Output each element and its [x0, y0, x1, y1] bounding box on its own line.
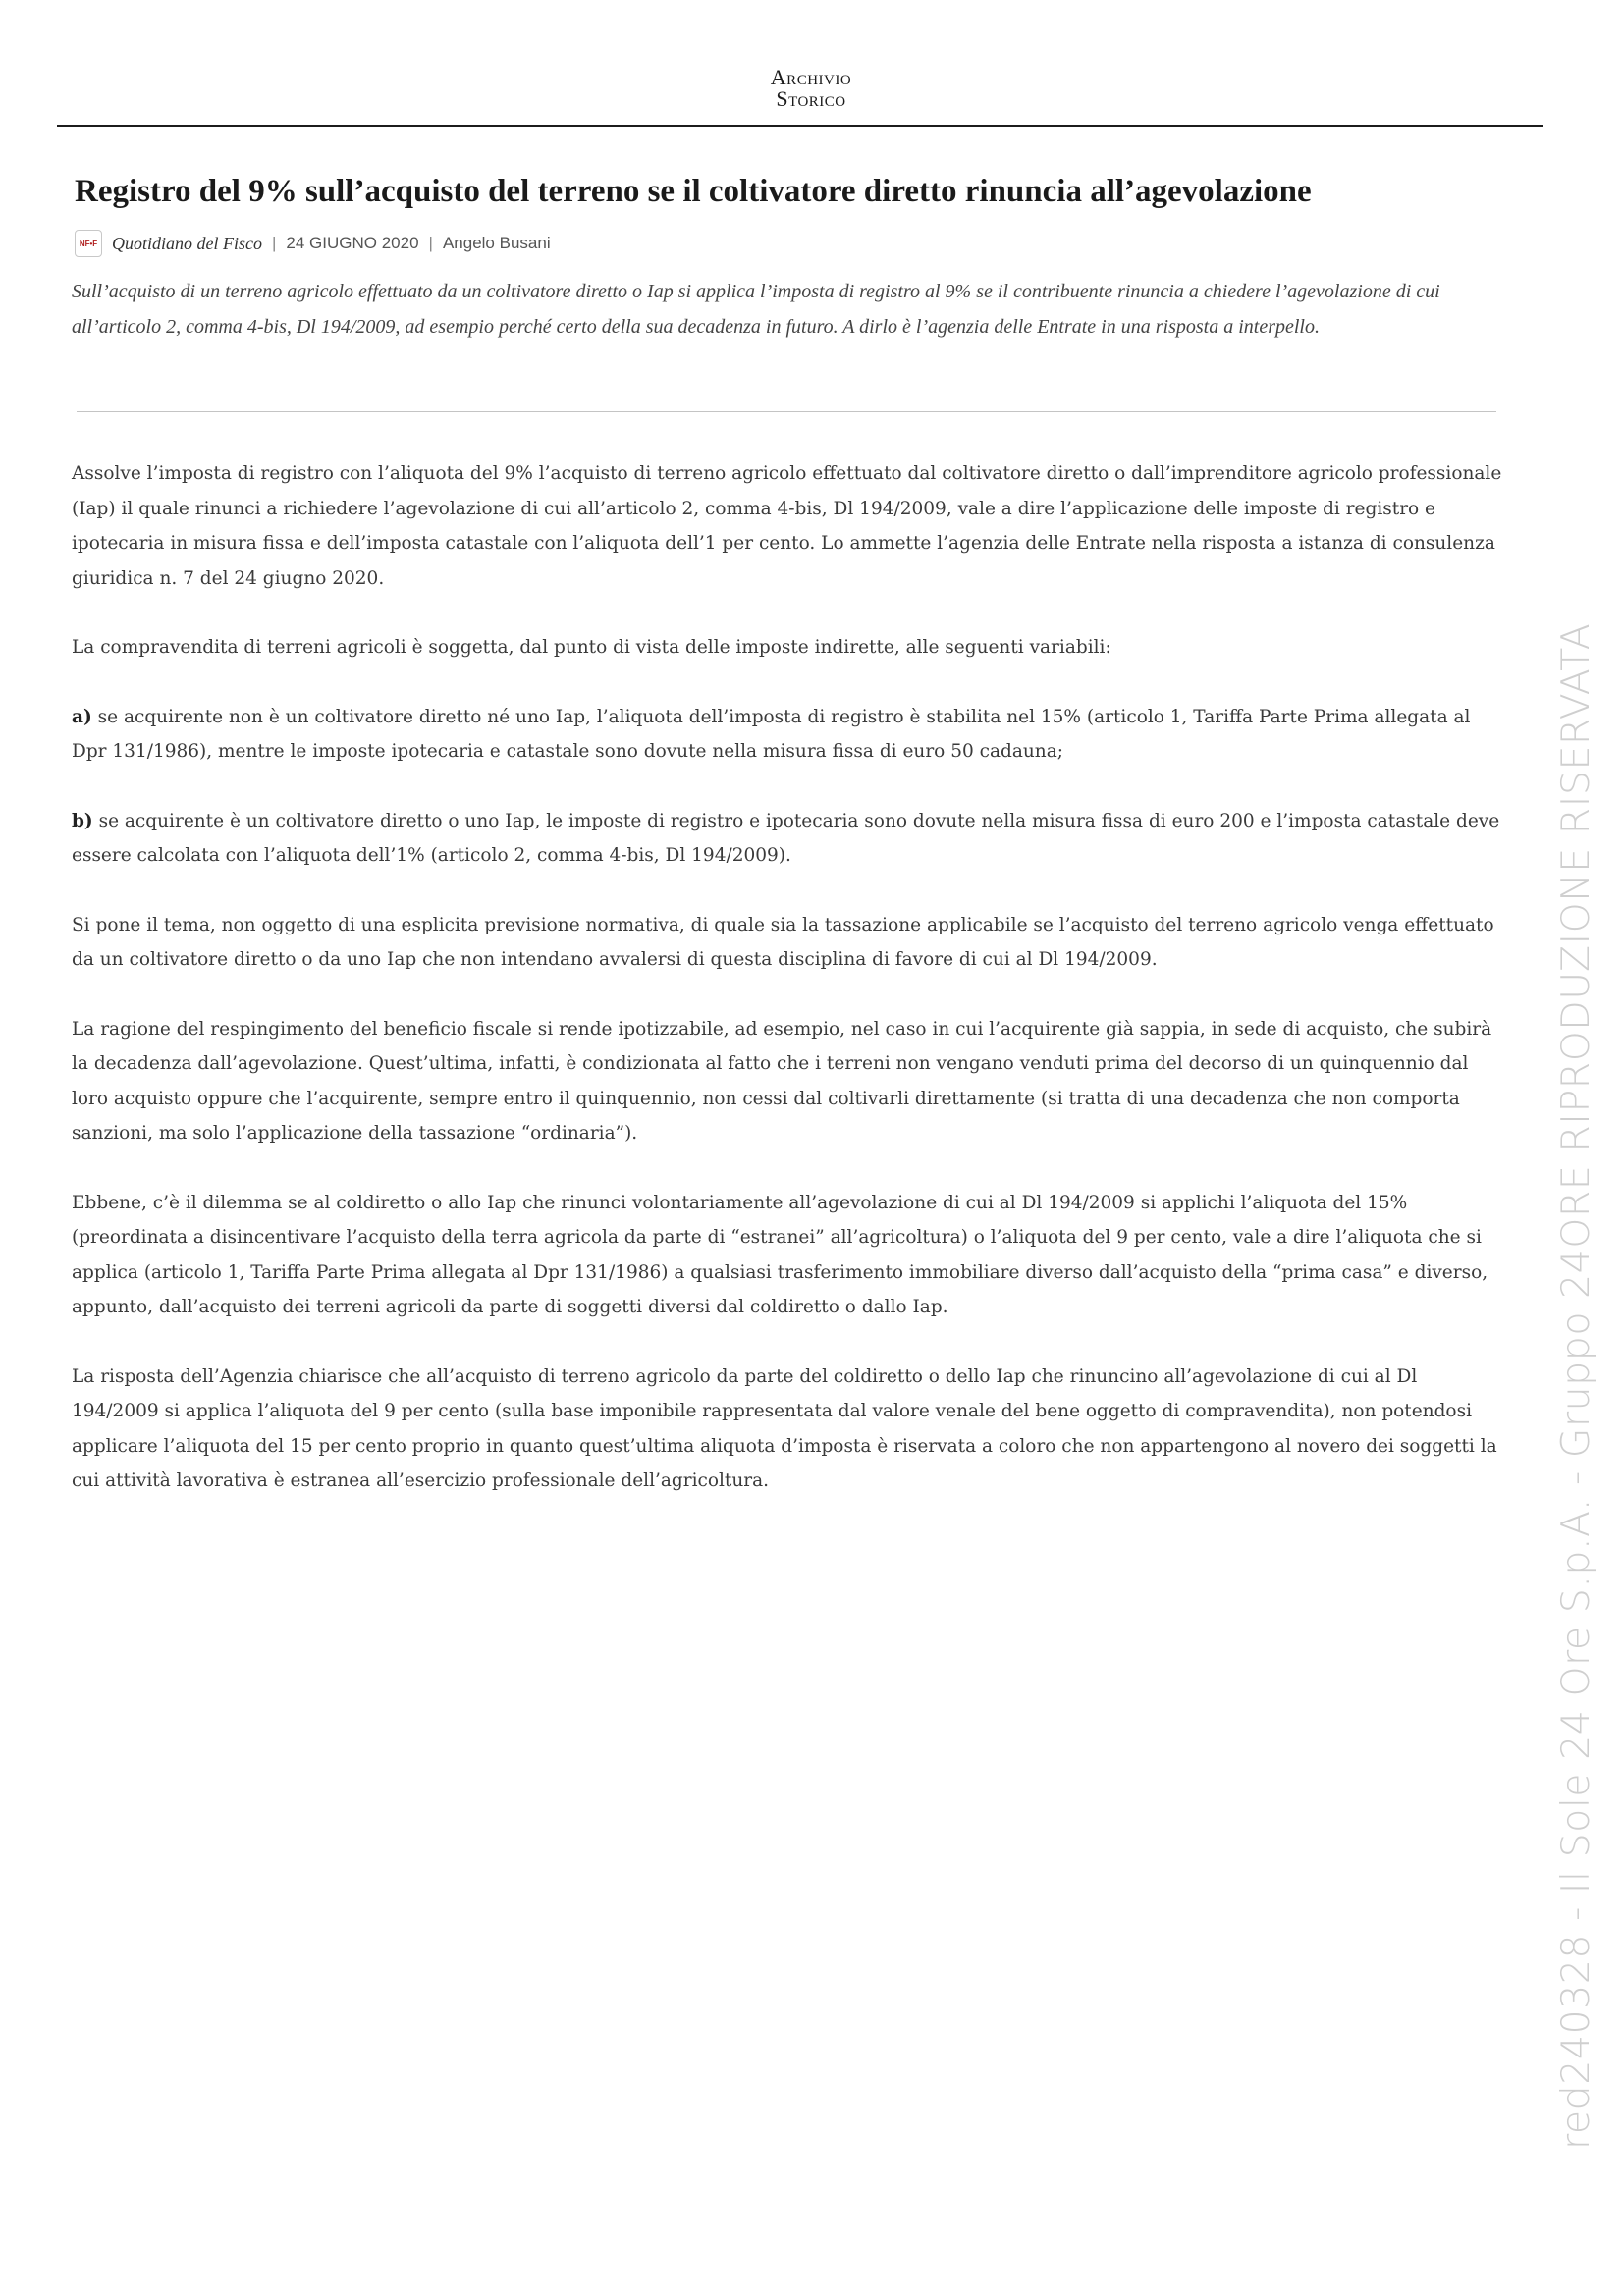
list-label-a: a) [72, 706, 92, 727]
body-paragraph-2: La compravendita di terreni agricoli è soggetta, dal punto di vista delle imposte indirette, alle seguenti variabili: [72, 637, 1111, 658]
article-title: Registro del 9% sull’acquisto del terreno se il coltivatore diretto rinuncia all’agevolazione [75, 174, 1312, 209]
body-paragraph-7: Ebbene, c’è il dilemma se al coldiretto o allo Iap che rinunci volontariamente all’agevolazione di cui al Dl 194/2009 si applichi l’aliquota del 15% (preordinata a disincentivare l’acquisto della terra agricola da parte di “estranei” all’agricoltura) o l’aliquota del 9 per cento, vale a dire l’aliquota che si applica (articolo 1, Tariffa Parte Prima allegata al Dpr 131/1986) a qualsiasi trasferimento immobiliare diverso dall’acquisto della “prima casa” e diverso, appunto, dall’acquisto dei terreni agricoli da parte di soggetti diversi dal coldiretto o dallo Iap. [72, 1192, 1488, 1317]
article-body [72, 456, 1503, 1533]
publication-logo-icon: NF•F [75, 230, 102, 257]
copyright-watermark: red240328 - Il Sole 24 Ore S.p.A. - Gruppo 24ORE RIPRODUZIONE RISERVATA [1553, 622, 1598, 2150]
body-paragraph-5: Si pone il tema, non oggetto di una esplicita previsione normativa, di quale sia la tassazione applicabile se l’acquisto del terreno agricolo venga effettuato da un coltivatore diretto o da uno Iap che non intendano avvalersi di questa disciplina di favore di cui al Dl 194/2009. [72, 914, 1494, 970]
body-paragraph-1: Assolve l’imposta di registro con l’aliquota del 9% l’acquisto di terreno agricolo effettuato dal coltivatore diretto o dall’imprenditore agricolo professionale (Iap) il quale rinunci a richiedere l’agevolazione di cui all’articolo 2, comma 4-bis, Dl 194/2009, vale a dire l’applicazione delle imposte di registro e ipotecaria in misura fissa e dell’imposta catastale con l’aliquota dell’1 per cento. Lo ammette l’agenzia delle Entrate nella risposta a istanza di consulenza giuridica n. 7 del 24 giugno 2020. [72, 463, 1502, 589]
list-label-b: b) [72, 810, 93, 831]
article-date: 24 GIUGNO 2020 [286, 234, 419, 252]
body-paragraph-4 [72, 804, 1503, 874]
list-text-b: se acquirente è un coltivatore diretto o uno Iap, le imposte di registro e ipotecaria sono dovute nella misura fissa di euro 200 e l’imposta catastale deve essere calcolata con l’aliquota dell’1% (articolo 2, comma 4-bis, Dl 194/2009). [72, 810, 1500, 866]
list-text-a: se acquirente non è un coltivatore diretto né uno Iap, l’aliquota dell’imposta di registro è stabilita nel 15% (articolo 1, Tariffa Parte Prima allegata al Dpr 131/1986), mentre le imposte ipotecaria e catastale sono dovute nella misura fissa di euro 50 cadauna; [72, 706, 1471, 762]
logo-line-2: Storico [776, 86, 846, 111]
meta-separator: | [271, 234, 277, 252]
body-paragraph-6: La ragione del respingimento del beneficio fiscale si rende ipotizzabile, ad esempio, nel caso in cui l’acquirente già sappia, in sede di acquisto, che subirà la decadenza dall’agevolazione. Quest’ultima, infatti, è condizionata al fatto che i terreni non vengano venduti prima del decorso di un quinquennio dal loro acquisto oppure che l’acquirente, sempre entro il quinquennio, non cessi dal coltivarli direttamente (si tratta di una decadenza che non comporta sanzioni, ma solo l’applicazione della tassazione “ordinaria”). [72, 1018, 1492, 1144]
meta-separator: | [428, 234, 433, 252]
header-divider [57, 125, 1543, 127]
logo-line-1: Archivio [770, 65, 852, 89]
article-summary: Sull’acquisto di un terreno agricolo effettuato da un coltivatore diretto o Iap si applica l’imposta di registro al 9% se il contribuente rinuncia a chiedere l’agevolazione di cui all’articolo 2, comma 4-bis, Dl 194/2009, ad esempio perché certo della sua decadenza in futuro. A dirlo è l’agenzia delle Entrate in una risposta a interpello. [72, 281, 1440, 338]
article-meta [75, 230, 551, 257]
publication-name[interactable]: Quotidiano del Fisco [112, 233, 262, 253]
summary-divider [77, 411, 1496, 412]
body-paragraph-8: La risposta dell’Agenzia chiarisce che all’acquisto di terreno agricolo da parte del coldiretto o dello Iap che rinuncino all’agevolazione di cui al Dl 194/2009 si applica l’aliquota del 9 per cento (sulla base imponibile rappresentata dal valore venale del bene oggetto di compravendita), non potendosi applicare l’aliquota del 15 per cento proprio in quanto quest’ultima aliquota d’imposta è riservata a coloro che non appartengono al novero dei soggetti la cui attività lavorativa è estranea all’esercizio professionale dell’agricoltura. [72, 1365, 1497, 1491]
body-paragraph-3 [72, 700, 1503, 770]
article-author[interactable]: Angelo Busani [442, 234, 551, 252]
archivio-storico-logo[interactable] [687, 67, 935, 110]
